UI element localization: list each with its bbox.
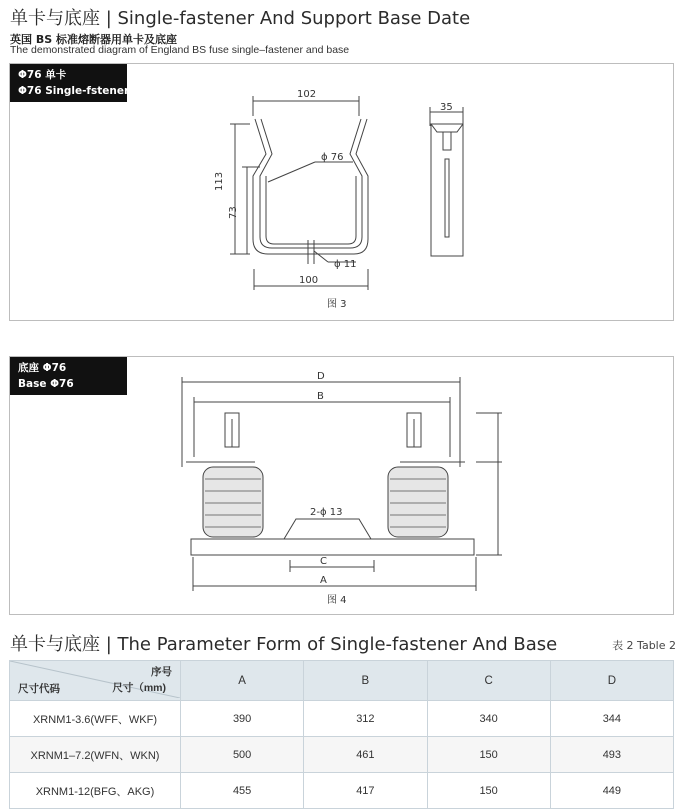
dim-label-C: C	[320, 556, 327, 567]
cell-d: 493	[550, 737, 673, 773]
cell-b: 417	[304, 773, 427, 809]
table-label: 表 2 Table 2	[612, 639, 676, 652]
dim-label-D: D	[317, 371, 325, 382]
fastener-tag-line1: Φ76 单卡	[18, 69, 67, 81]
row-model: XRNM1-12(BFG、AKG)	[10, 773, 181, 809]
dim-label-B: B	[317, 391, 324, 402]
dim-line-phi76	[268, 162, 315, 182]
dim-label-73: 73	[228, 206, 239, 219]
table-row	[10, 773, 674, 809]
base-tag-line2: Base Φ76	[18, 378, 74, 390]
row-model: XRNM1-3.6(WFF、WKF)	[10, 701, 181, 737]
header-code: 尺寸代码	[18, 683, 60, 695]
fastener-diagram-panel	[9, 63, 674, 321]
dim-label-35: 35	[440, 102, 453, 113]
base-drawing	[10, 357, 673, 614]
figure-caption-4: 图 4	[327, 595, 347, 606]
cell-d: 344	[550, 701, 673, 737]
header-size-mm: 尺寸（mm)	[112, 682, 166, 694]
dim-label-113: 113	[214, 171, 225, 191]
fastener-drawing	[10, 64, 673, 320]
cell-a: 455	[181, 773, 304, 809]
row-model: XRNM1–7.2(WFN、WKN)	[10, 737, 181, 773]
cell-c: 150	[427, 773, 550, 809]
dim-label-phi11: ϕ 11	[334, 259, 357, 270]
cell-b: 312	[304, 701, 427, 737]
cell-b: 461	[304, 737, 427, 773]
subtitle-chinese: 英国 BS 标准熔断器用单卡及底座	[10, 33, 177, 46]
section-title: 单卡与底座 | The Parameter Form of Single-fastener And Base	[10, 634, 558, 655]
dim-label-100: 100	[299, 275, 319, 286]
table-corner-header	[10, 661, 181, 701]
column-header-a: A	[181, 661, 304, 701]
base-tag-line1: 底座 Φ76	[18, 362, 67, 374]
table-row	[10, 737, 674, 773]
cell-a: 390	[181, 701, 304, 737]
cell-a: 500	[181, 737, 304, 773]
base-tag	[10, 357, 127, 395]
dim-label-2phi13: 2-ϕ 13	[310, 507, 343, 518]
page-title: 单卡与底座 | Single-fastener And Support Base Date	[10, 8, 471, 29]
parameter-table	[9, 660, 674, 809]
base-diagram-panel	[9, 356, 674, 615]
table-header-row	[10, 661, 674, 701]
dim-label-A: A	[320, 575, 327, 586]
clamp-outer	[253, 119, 368, 254]
cell-c: 150	[427, 737, 550, 773]
column-header-c: C	[427, 661, 550, 701]
dim-label-102: 102	[297, 89, 317, 100]
cell-c: 340	[427, 701, 550, 737]
fastener-tag-line2: Φ76 Single-fstener	[18, 85, 130, 97]
column-header-d: D	[550, 661, 673, 701]
middle-mount	[284, 519, 371, 539]
clamp-inner	[260, 119, 362, 248]
side-view-body	[431, 124, 463, 256]
dim-label-phi76: ϕ 76	[321, 152, 344, 163]
subtitle-english: The demonstrated diagram of England BS fuse single–fastener and base	[10, 44, 350, 56]
cell-d: 449	[550, 773, 673, 809]
table-row	[10, 701, 674, 737]
figure-caption-3: 图 3	[327, 299, 347, 310]
fastener-tag	[10, 64, 130, 102]
header-serial: 序号	[151, 666, 172, 678]
column-header-b: B	[304, 661, 427, 701]
base-plate	[191, 539, 474, 555]
